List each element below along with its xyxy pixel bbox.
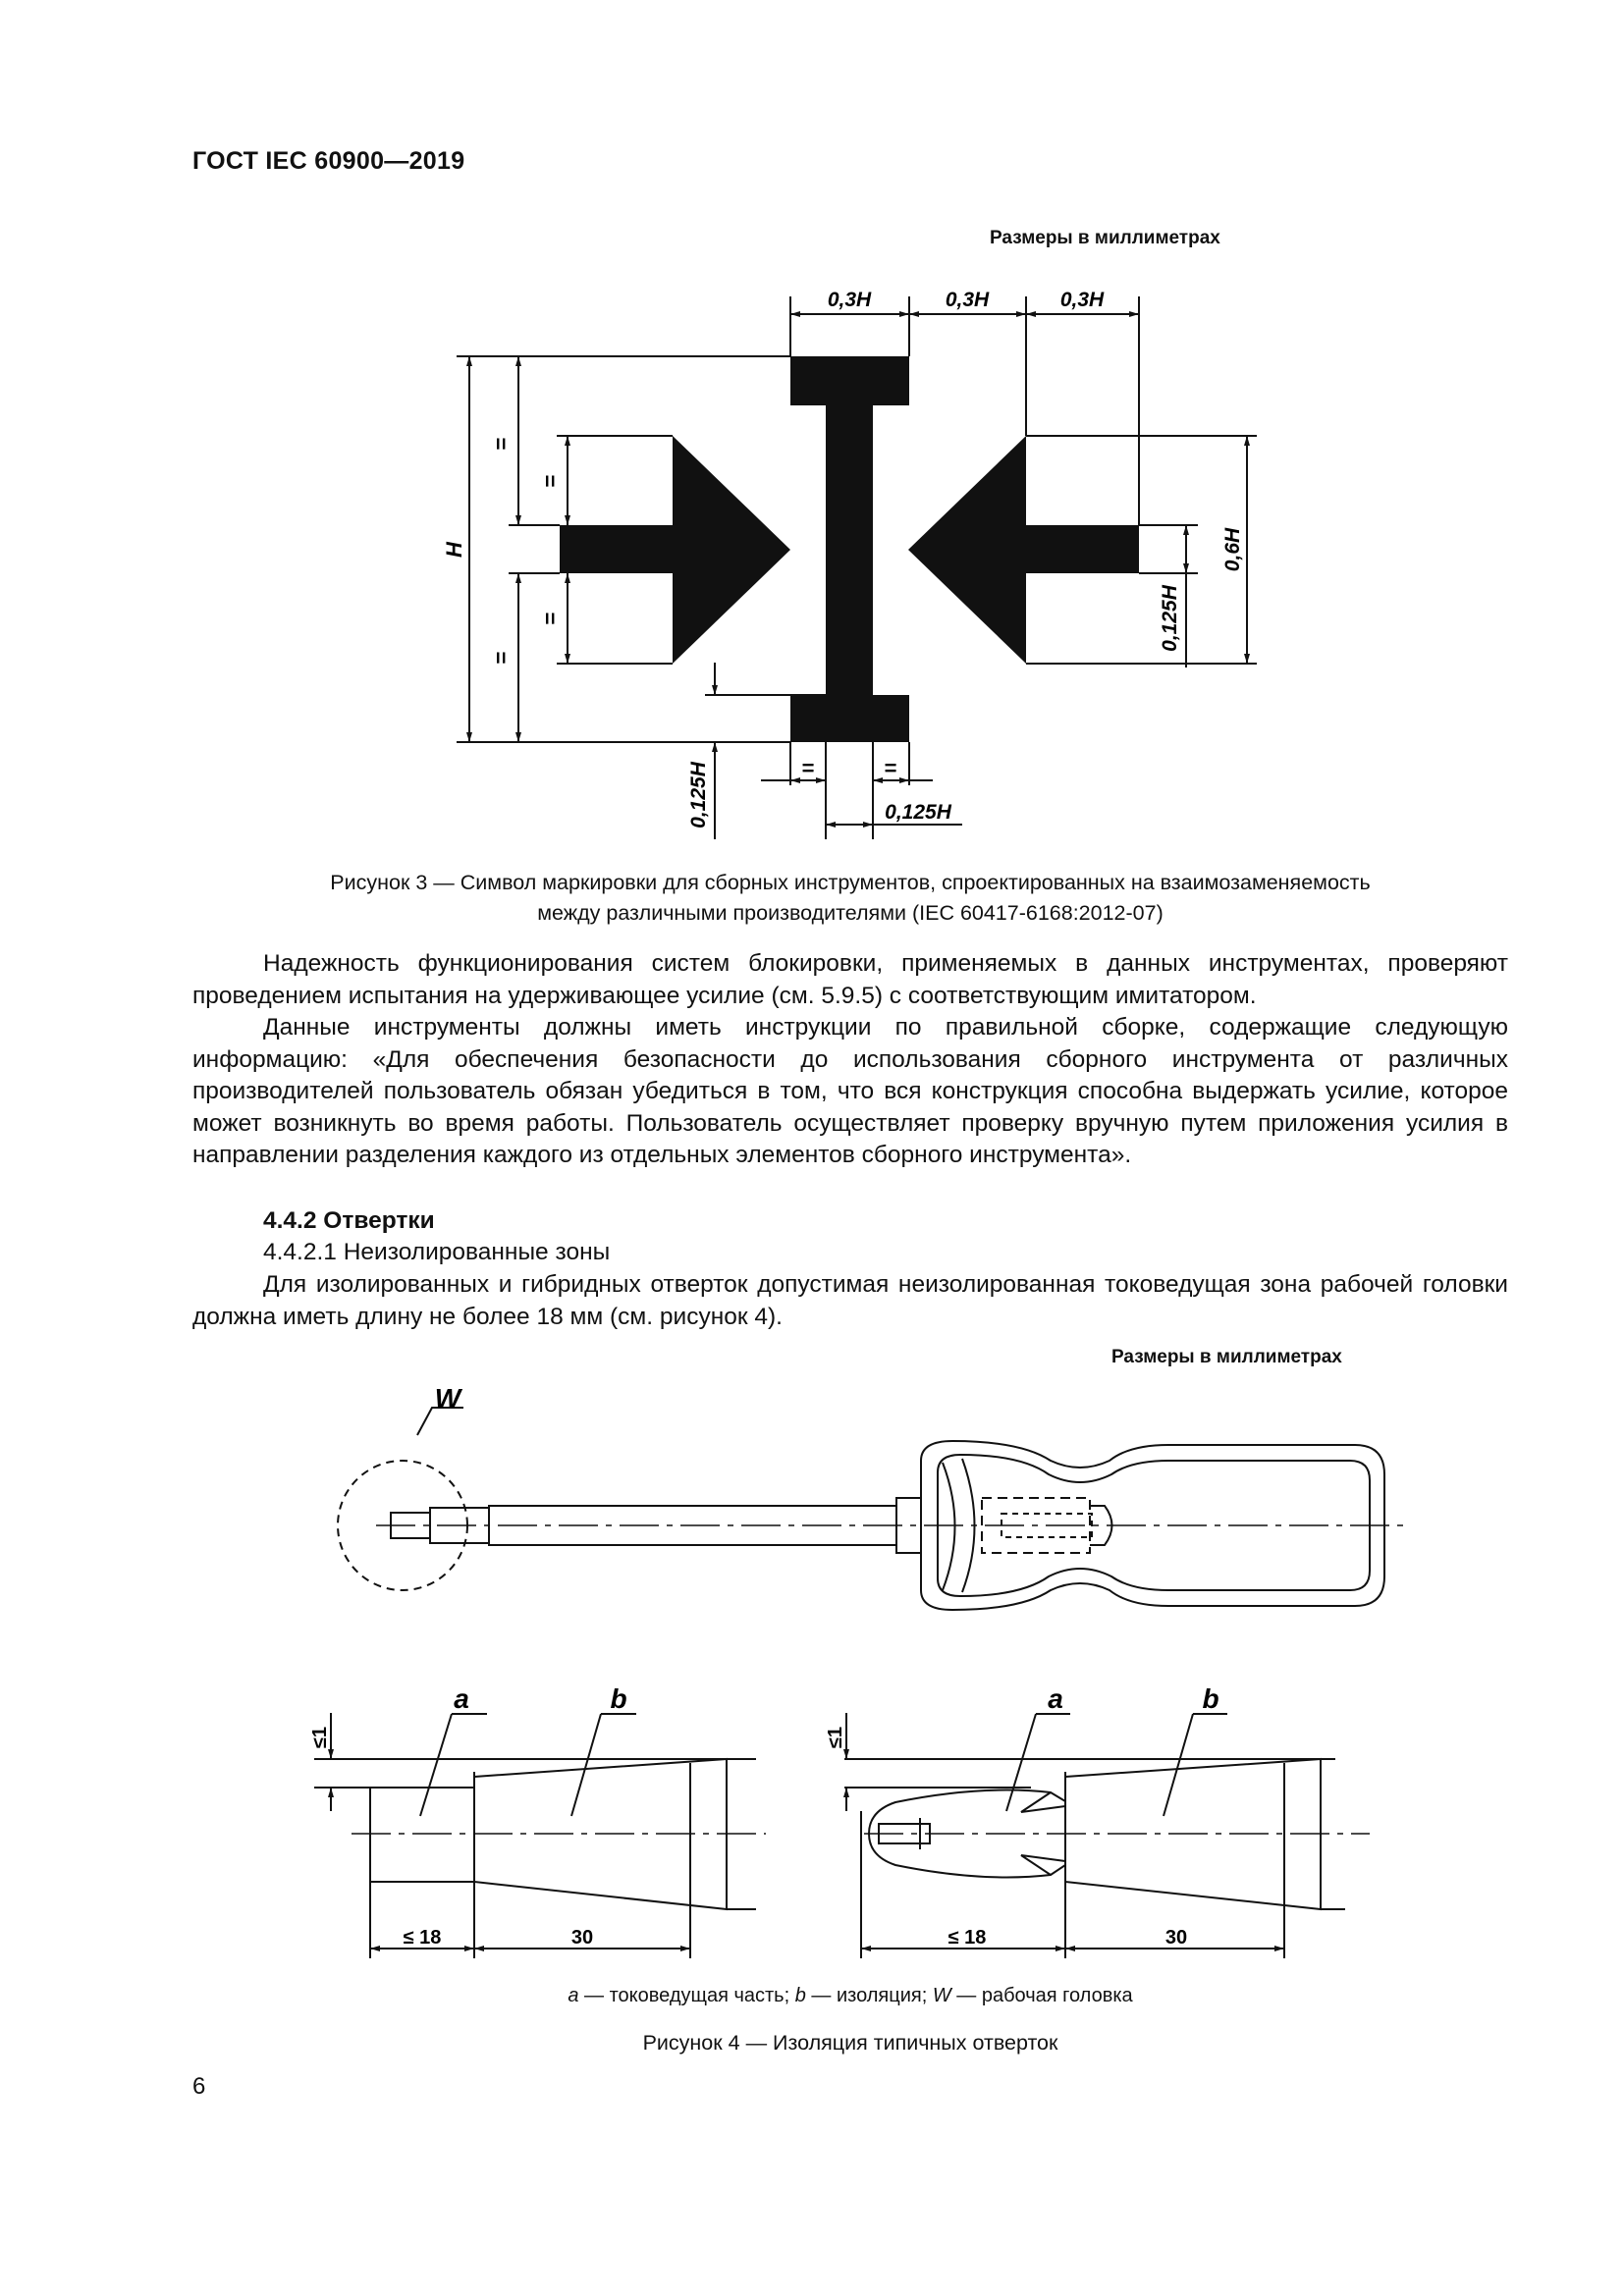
- fig4-label-b-left: b: [610, 1683, 627, 1714]
- fig3-label-equal-2: =: [489, 651, 514, 665]
- legend-b-symbol: b: [794, 1985, 806, 2006]
- screwdriver-overview: [338, 1408, 1404, 1610]
- fig3-label-bottom-equal-2: =: [884, 756, 897, 780]
- figure3-caption-line2: между различными производителями (IEC 60417-6168:2012-07): [537, 901, 1164, 925]
- document-header: ГОСТ IEC 60900—2019: [192, 147, 465, 175]
- screwdriver-detail-right: [844, 1713, 1370, 1958]
- fig4-label-le1-right: ≤1: [825, 1726, 846, 1749]
- figure3-i-beam: [790, 356, 909, 742]
- figure3-dimension-note: Размеры в миллиметрах: [990, 228, 1220, 248]
- figure4-dimension-note: Размеры в миллиметрах: [1111, 1347, 1342, 1367]
- fig3-label-06h: 0,6H: [1221, 527, 1244, 572]
- fig4-label-le18-left: ≤ 18: [403, 1927, 442, 1949]
- fig3-label-0125h-bottom: 0,125H: [885, 801, 951, 824]
- fig3-label-equal-4: =: [538, 612, 563, 625]
- legend-w-symbol: W: [932, 1985, 951, 2006]
- paragraph-2: Данные инструменты должны иметь инструкции по правильной сборке, содержащие следующую информацию: «Для обеспечения безопасности до использования сборного инструмента от различных производителей пользователь обязан убедиться в том, что вся конструкция способна выдержать усилие, которое может возникнуть во время работы. Пользователь осуществляет проверку вручную путем приложения усилия в направлении разделения каждого из отдельных элементов сборного инструмента».: [192, 1014, 1508, 1168]
- fig3-label-equal-3: =: [538, 474, 563, 488]
- paragraph-screwdrivers: [192, 1269, 1508, 1333]
- figure4-caption: Рисунок 4 — Изоляция типичных отверток: [642, 2031, 1058, 2055]
- fig4-label-b-right: b: [1202, 1683, 1219, 1714]
- figure3-left-arrow: [560, 436, 790, 664]
- figure4-screwdriver-insulation: [0, 1374, 1624, 2002]
- fig4-label-30-right: 30: [1164, 1927, 1188, 1949]
- fig3-label-bottom-equal-1: =: [801, 756, 815, 780]
- fig4-label-a-right: a: [1048, 1683, 1063, 1714]
- fig3-label-top-dim-1: 0,3H: [827, 289, 872, 311]
- paragraph-interlock-testing: [192, 948, 1508, 1172]
- paragraph-3: Для изолированных и гибридных отверток допустимая неизолированная токоведущая зона рабочей головки должна иметь длину не более 18 мм (см. рисунок 4).: [192, 1271, 1508, 1330]
- fig4-label-w: W: [434, 1383, 461, 1414]
- page-number: 6: [192, 2073, 206, 2100]
- fig4-label-30-left: 30: [570, 1927, 594, 1949]
- figure3-caption-line1: Рисунок 3 — Символ маркировки для сборных инструментов, спроектированных на взаимозаменяемость: [330, 871, 1371, 894]
- screwdriver-detail-left: [314, 1713, 766, 1958]
- fig4-label-le1-left: ≤1: [309, 1726, 331, 1749]
- fig3-label-0125h-left: 0,125H: [687, 762, 710, 828]
- section-heading-4-4-2: 4.4.2 Отвертки: [263, 1207, 435, 1234]
- figure4-legend: [192, 1985, 1508, 2007]
- fig3-label-top-dim-2: 0,3H: [945, 289, 990, 311]
- legend-w-text: — рабочая головка: [950, 1985, 1133, 2006]
- fig4-label-le18-right: ≤ 18: [947, 1927, 987, 1949]
- figure3-caption: [192, 868, 1508, 929]
- legend-a-text: — токоведущая часть;: [578, 1985, 795, 2006]
- fig3-label-height: H: [442, 542, 466, 558]
- fig3-label-equal-1: =: [489, 437, 514, 451]
- fig3-label-0125h-right: 0,125H: [1159, 585, 1181, 652]
- paragraph-1: Надежность функционирования систем блокировки, применяемых в данных инструментах, проверяют проведением испытания на удерживающее усилие (см. 5.9.5) с соответствующим имитатором.: [192, 950, 1508, 1009]
- figure3-right-arrow: [908, 436, 1139, 664]
- figure3-marking-symbol: [0, 275, 1624, 854]
- fig3-label-top-dim-3: 0,3H: [1059, 289, 1105, 311]
- fig4-label-a-left: a: [454, 1683, 469, 1714]
- legend-a-symbol: a: [568, 1985, 579, 2006]
- legend-b-text: — изоляция;: [805, 1985, 933, 2006]
- section-heading-4-4-2-1: 4.4.2.1 Неизолированные зоны: [263, 1239, 611, 1265]
